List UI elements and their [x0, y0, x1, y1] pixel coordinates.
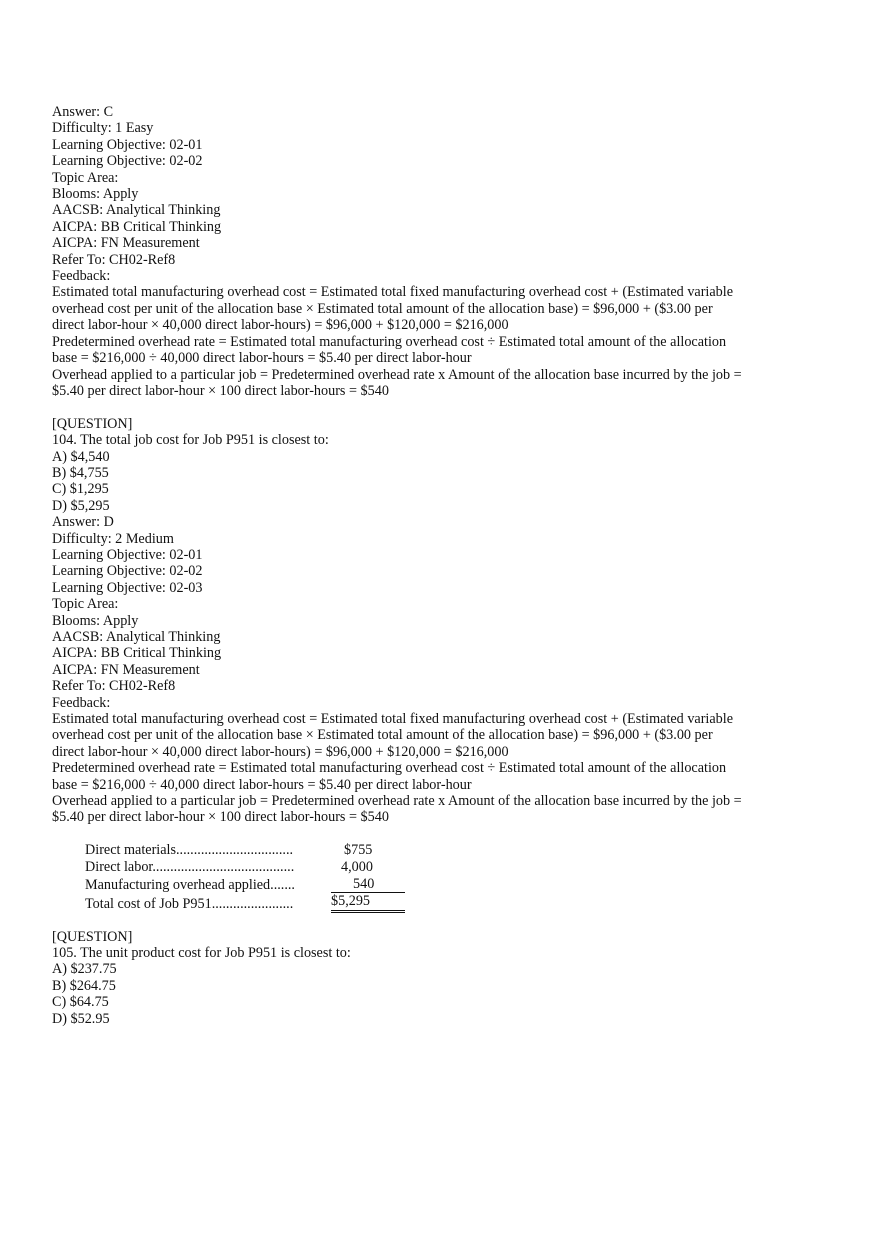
table-row: [85, 842, 405, 859]
question-tag: [QUESTION]: [52, 415, 133, 432]
answer-line: Answer: D: [52, 514, 114, 531]
learning-objective-line: Learning Objective: 02-02: [52, 153, 203, 170]
table-row: [85, 859, 405, 876]
cost-label: Manufacturing overhead applied.......: [85, 876, 295, 893]
feedback-line: overhead cost per unit of the allocation base × Estimated total amount of the allocation base) = $96,000 + ($3.00 per: [52, 727, 713, 744]
aicpa-line: AICPA: FN Measurement: [52, 661, 200, 678]
option-c: C) $1,295: [52, 481, 109, 498]
aicpa-line: AICPA: BB Critical Thinking: [52, 218, 222, 235]
option-a: A) $237.75: [52, 961, 117, 978]
feedback-line: direct labor-hour × 40,000 direct labor-hours) = $96,000 + $120,000 = $216,000: [52, 743, 509, 760]
answer-block-103: [52, 104, 832, 399]
feedback-line: Overhead applied to a particular job = Predetermined overhead rate x Amount of the allocation base incurred by the job =: [52, 366, 742, 383]
topic-area-line: Topic Area:: [52, 169, 119, 186]
refer-to-line: Refer To: CH02-Ref8: [52, 251, 176, 268]
learning-objective-line: Learning Objective: 02-01: [52, 546, 203, 563]
cost-amount-cell: [331, 876, 405, 893]
cost-label: Direct labor........................................: [85, 859, 295, 876]
feedback-line: base = $216,000 ÷ 40,000 direct labor-hours = $5.40 per direct labor-hour: [52, 776, 472, 793]
feedback-line: Estimated total manufacturing overhead cost = Estimated total fixed manufacturing overhead cost + (Estimated variable: [52, 284, 734, 301]
option-b: B) $264.75: [52, 977, 116, 994]
feedback-line: overhead cost per unit of the allocation base × Estimated total amount of the allocation base) = $96,000 + ($3.00 per: [52, 300, 713, 317]
question-text: 104. The total job cost for Job P951 is closest to:: [52, 432, 329, 449]
option-c: C) $64.75: [52, 994, 109, 1011]
aicpa-line: AICPA: FN Measurement: [52, 235, 200, 252]
learning-objective-line: Learning Objective: 02-01: [52, 136, 203, 153]
question-104: [52, 416, 832, 913]
feedback-line: direct labor-hour × 40,000 direct labor-hours) = $96,000 + $120,000 = $216,000: [52, 317, 509, 334]
spacer: [52, 826, 832, 840]
learning-objective-line: Learning Objective: 02-02: [52, 563, 203, 580]
topic-area-line: Topic Area:: [52, 596, 119, 613]
feedback-line: Predetermined overhead rate = Estimated total manufacturing overhead cost ÷ Estimated total amount of the allocation: [52, 333, 727, 350]
option-d: D) $5,295: [52, 497, 110, 514]
aacsb-line: AACSB: Analytical Thinking: [52, 202, 221, 219]
cost-label: Direct materials.................................: [85, 842, 294, 859]
feedback-heading: Feedback:: [52, 694, 111, 711]
cost-total: $5,295: [331, 893, 405, 912]
feedback-line: Estimated total manufacturing overhead cost = Estimated total fixed manufacturing overhead cost + (Estimated variable: [52, 711, 734, 728]
feedback-text: [52, 711, 832, 826]
cost-amount: 540: [331, 876, 405, 893]
cost-label: Total cost of Job P951.......................: [85, 896, 294, 913]
document-page: [52, 104, 832, 1027]
aacsb-line: AACSB: Analytical Thinking: [52, 628, 221, 645]
cost-amount-cell: [331, 893, 405, 912]
option-a: A) $4,540: [52, 448, 110, 465]
cost-amount-cell: [331, 859, 405, 876]
feedback-heading: Feedback:: [52, 268, 111, 285]
learning-objective-line: Learning Objective: 02-03: [52, 579, 203, 596]
spacer: [52, 913, 832, 929]
feedback-line: $5.40 per direct labor-hour × 100 direct labor-hours = $540: [52, 809, 389, 826]
question-tag: [QUESTION]: [52, 928, 133, 945]
feedback-line: base = $216,000 ÷ 40,000 direct labor-hours = $5.40 per direct labor-hour: [52, 350, 472, 367]
aicpa-line: AICPA: BB Critical Thinking: [52, 645, 222, 662]
feedback-line: Predetermined overhead rate = Estimated total manufacturing overhead cost ÷ Estimated total amount of the allocation: [52, 760, 727, 777]
difficulty-line: Difficulty: 1 Easy: [52, 120, 154, 137]
blooms-line: Blooms: Apply: [52, 612, 139, 629]
cost-amount: $755: [344, 842, 373, 859]
option-b: B) $4,755: [52, 464, 109, 481]
spacer: [52, 399, 832, 415]
blooms-line: Blooms: Apply: [52, 186, 139, 203]
table-row: [85, 893, 405, 912]
feedback-line: Overhead applied to a particular job = Predetermined overhead rate x Amount of the allocation base incurred by the job =: [52, 793, 742, 810]
job-cost-table: [85, 842, 405, 913]
question-105: [52, 929, 832, 1027]
cost-amount: 4,000: [341, 859, 373, 876]
refer-to-line: Refer To: CH02-Ref8: [52, 678, 176, 695]
feedback-line: $5.40 per direct labor-hour × 100 direct labor-hours = $540: [52, 382, 389, 399]
answer-line: Answer: C: [52, 104, 114, 120]
cost-amount-cell: [331, 842, 405, 859]
table-row: [85, 876, 405, 893]
question-text: 105. The unit product cost for Job P951 is closest to:: [52, 945, 351, 962]
difficulty-line: Difficulty: 2 Medium: [52, 530, 174, 547]
option-d: D) $52.95: [52, 1010, 110, 1027]
feedback-text: [52, 284, 832, 399]
